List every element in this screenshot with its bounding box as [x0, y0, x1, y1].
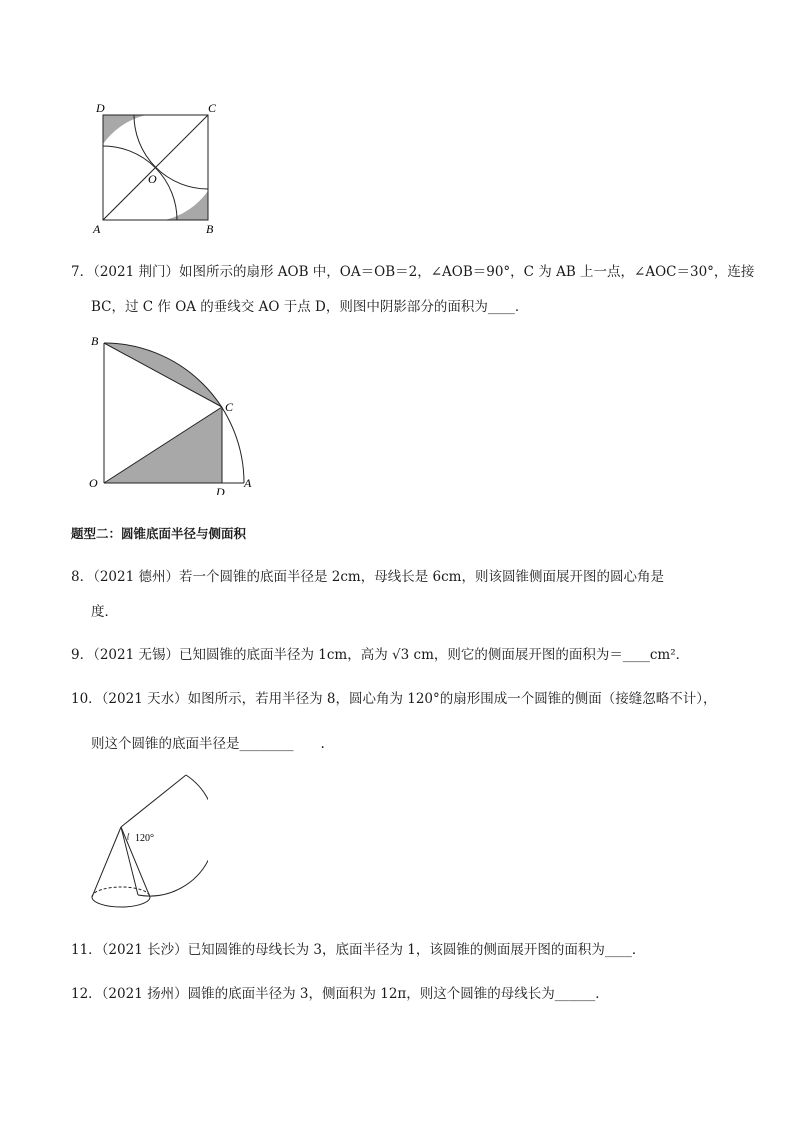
angle-label: 120°: [135, 833, 154, 844]
cone-base-front: [92, 897, 150, 907]
shaded-region-top-left: [103, 115, 146, 144]
cone-slant-left: [92, 827, 121, 897]
question-12-line-1: 12．（2021 扬州）圆锥的底面半径为 3，侧面积为 12π，则这个圆锥的母线长为______．: [71, 986, 609, 1002]
label-c: C: [208, 101, 217, 115]
section-title: 题型二：圆锥底面半径与侧面积: [71, 526, 247, 541]
question-7-line-1: 7．（2021 荆门）如图所示的扇形 AOB 中，OA＝OB＝2，∠AOB＝90°，C 为 AB 上一点，∠AOC＝30°，连接: [71, 264, 755, 280]
label-o: O: [89, 476, 98, 490]
figure-cone-and-sector: [88, 770, 208, 918]
segment-bc: [104, 343, 222, 407]
label-b: B: [206, 222, 214, 236]
question-8-line-1: 8．（2021 德州）若一个圆锥的底面半径是 2cm，母线长是 6cm，则该圆锥侧面展开图的圆心角是: [71, 569, 664, 585]
label-c: C: [225, 400, 234, 414]
diagonal-ac: [103, 115, 208, 220]
arc-centered-a: [88, 146, 177, 240]
label-o: O: [148, 172, 157, 186]
question-11-line-1: 11．（2021 长沙）已知圆锥的母线长为 3，底面半径为 1，该圆锥的侧面展开图的面积为____．: [71, 942, 646, 958]
label-d: D: [216, 485, 225, 495]
figure-sector-aob: [84, 330, 264, 495]
label-a: A: [93, 222, 101, 236]
label-a: A: [244, 476, 252, 490]
sector-radius-upper: [121, 775, 186, 827]
label-d: D: [96, 101, 105, 115]
shaded-region-bottom-right: [165, 191, 208, 220]
question-10-line-2: 则这个圆锥的底面半径是________ .: [91, 736, 325, 752]
angle-arc: [128, 833, 129, 840]
question-10-line-1: 10．（2021 天水）如图所示，若用半径为 8，圆心角为 120°的扇形围成一个圆锥的侧面（接缝忽略不计），: [71, 691, 717, 707]
question-7-line-2: BC，过 C 作 OA 的垂线交 AO 于点 D，则图中阴影部分的面积为____．: [91, 299, 529, 315]
figure-square-quarter-circles: [88, 98, 228, 240]
label-b: B: [91, 334, 99, 348]
question-8-line-2: 度．: [91, 604, 118, 620]
question-9-line-1: 9．（2021 无锡）已知圆锥的底面半径为 1cm，高为 √3 cm，则它的侧面展开图的面积为＝____cm²．: [71, 647, 690, 663]
